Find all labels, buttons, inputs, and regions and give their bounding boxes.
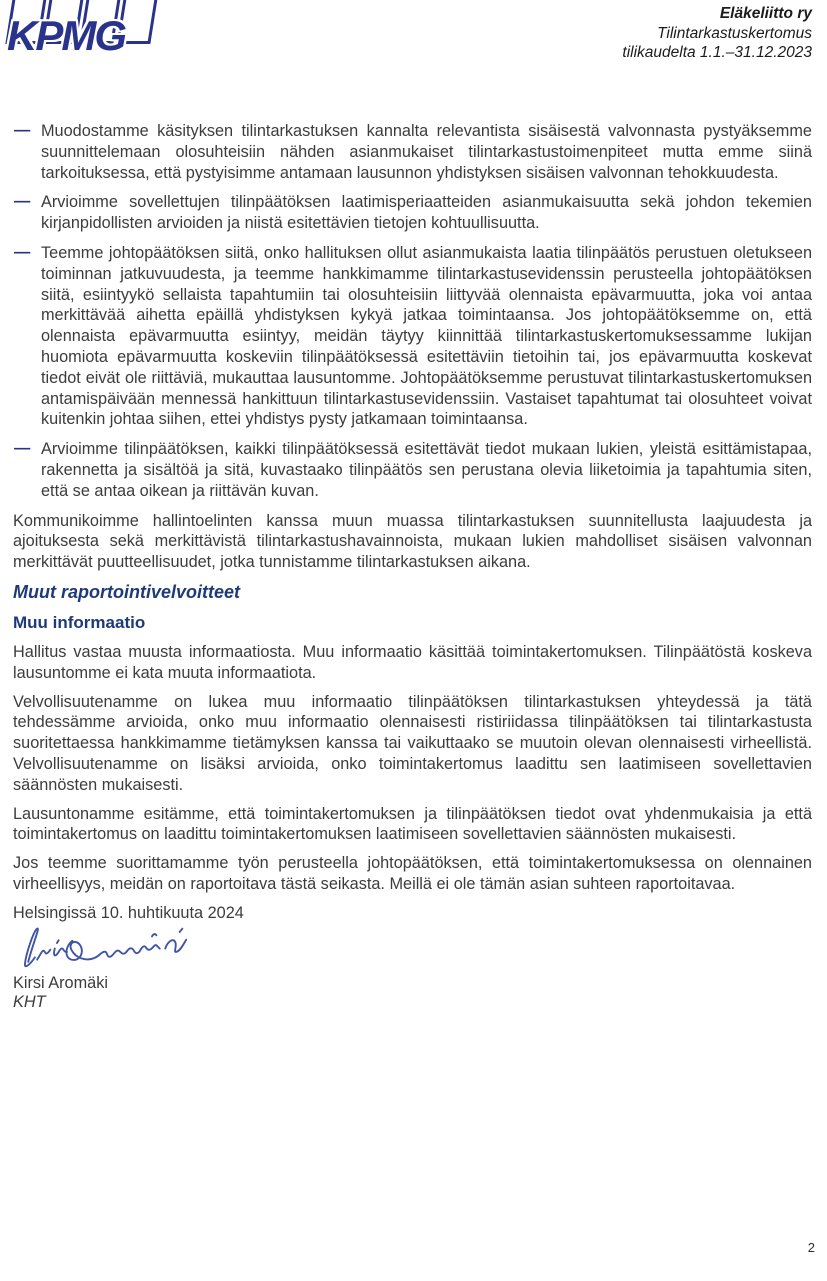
signer-name: Kirsi Aromäki — [13, 973, 108, 992]
heading-other-information: Muu informaatio — [13, 612, 146, 632]
bullet-paragraph-accounting-policies — [13, 192, 812, 234]
fiscal-period: tilikaudelta 1.1.–31.12.2023 — [622, 44, 812, 61]
document-title: Tilintarkastuskertomus — [657, 24, 812, 42]
paragraph-other-info-responsibility: Hallitus vastaa muusta informaatiosta. Muu informaatio käsittää toimintakertomuksen. Tilinpäätöstä koskeva lausuntomme ei kata muuta informaatiota. — [13, 642, 812, 682]
bullet-text: Arvioimme sovellettujen tilinpäätöksen laatimisperiaatteiden asianmukaisuutta sekä johdon tekemien kirjanpidollisten arvioiden ja niistä esitettävien tietojen kohtuullisuutta. — [41, 193, 812, 233]
bullet-dash-icon: — — [14, 192, 30, 211]
bullet-text: Muodostamme käsityksen tilintarkastuksen kannalta relevantista sisäisestä valvonnasta pystyäksemme suunnittelemaan olosuhteisiin nähden asianmukaiset tilintarkastustoimenpiteet mutta emme siinä tarkoituksessa, että pystyisimme antamaan lausunnon yhdistyksen sisäisen valvonnan tehokkuudesta. — [41, 122, 812, 182]
place-and-date: Helsingissä 10. huhtikuuta 2024 — [13, 903, 244, 922]
signer-title: KHT — [13, 992, 46, 1011]
paragraph-communication: Kommunikoimme hallintoelinten kanssa muun muassa tilintarkastuksen suunnitellusta laajuudesta ja ajoituksesta sekä merkittävistä tilintarkastushavainnoista, mukaan lukien mahdolliset sisäisen valvonnan merkittävät puutteellisuudet, jotka tunnistamme tilintarkastuksen aikana. — [13, 511, 812, 572]
bullet-text: Teemme johtopäätöksen siitä, onko hallituksen ollut asianmukaista laatia tilinpäätös perustuen oletukseen toiminnan jatkuvuudesta, ja teemme hankkimamme tilintarkastusevidenssin perusteella johtopäätöksen siitä, esiintyykö sellaista tapahtumiin tai olosuhteisiin liittyvää olennaista epävarmuutta, joka voi antaa merkittävää aihetta epäillä yhdistyksen kykyä jatkaa toimintaansa. Jos johtopäätöksemme on, että olennaista epävarmuutta esiintyy, meidän täytyy kiinnittää tilintarkastuskertomuksessamme lukijan huomiota epävarmuutta koskeviin tilinpäätöksessä esitettäviin tietoihin tai, jos epävarmuutta koskevat tiedot eivät ole riittäviä, mukauttaa lausuntomme. Johtopäätöksemme perustuvat tilintarkastuskertomuksen antamispäivään mennessä hankittuun tilintarkastusevidenssiin. Vastaiset tapahtumat tai olosuhteet voivat kuitenkin johtaa siihen, ettei yhdistys pysty jatkamaan toimintaansa. — [41, 243, 812, 429]
paragraph-other-info-conclusion: Jos teemme suorittamamme työn perusteella johtopäätöksen, että toimintakertomuksessa on olennainen virheellisyys, meidän on raportoitava tästä seikasta. Meillä ei ole tämän asian suhteen raportoitavaa. — [13, 854, 812, 893]
organization-name: Eläkeliitto ry — [719, 5, 812, 22]
bullet-text: Arvioimme tilinpäätöksen, kaikki tilinpäätöksessä esitettävät tiedot mukaan lukien, yleistä esittämistapaa, rakennetta ja sisältöä ja sitä, kuvastaako tilinpäätös sen perustana olevia liiketoimia ja tapahtumia siten, että se antaa oikean ja riittävän kuvan. — [41, 440, 812, 500]
bullet-dash-icon: — — [14, 242, 30, 261]
report-body — [13, 121, 812, 1012]
paragraph-other-info-statement: Lausuntonamme esitämme, että toimintakertomuksen ja tilinpäätöksen tiedot ovat yhdenmukaisia ja että toimintakertomus on laadittu toimintakertomuksen laatimiseen sovellettavien säännösten mukaisesti. — [13, 804, 812, 844]
bullet-paragraph-overall-presentation — [13, 439, 812, 501]
heading-other-reporting-duties: Muut raportointivelvoitteet — [13, 581, 241, 602]
kpmg-logo — [7, 0, 170, 60]
bullet-dash-icon: — — [14, 439, 30, 458]
kpmg-logo-wordmark: KPMG — [7, 12, 125, 59]
bullet-dash-icon: — — [14, 121, 30, 139]
document-header — [622, 4, 812, 63]
bullet-paragraph-internal-control — [13, 121, 812, 183]
page-number: 2 — [807, 1240, 815, 1255]
handwritten-signature-image — [15, 922, 205, 974]
paragraph-other-info-duty: Velvollisuutenamme on lukea muu informaatio tilinpäätöksen tilintarkastuksen yhteydessä ja tätä tehdessämme arvioida, onko muu informaatio olennaisesti ristiriidassa tilinpäätöksen tai tilintarkastusta suoritettaessa hankkimamme tietämyksen kanssa tai vaikuttaako se muutoin olevan olennaisesti virheellistä. Velvollisuutenamme on lisäksi arvioida, onko toimintakertomus laadittu sen laatimiseen sovellettavien säännösten mukaisesti. — [13, 692, 812, 794]
bullet-paragraph-going-concern — [13, 243, 812, 430]
